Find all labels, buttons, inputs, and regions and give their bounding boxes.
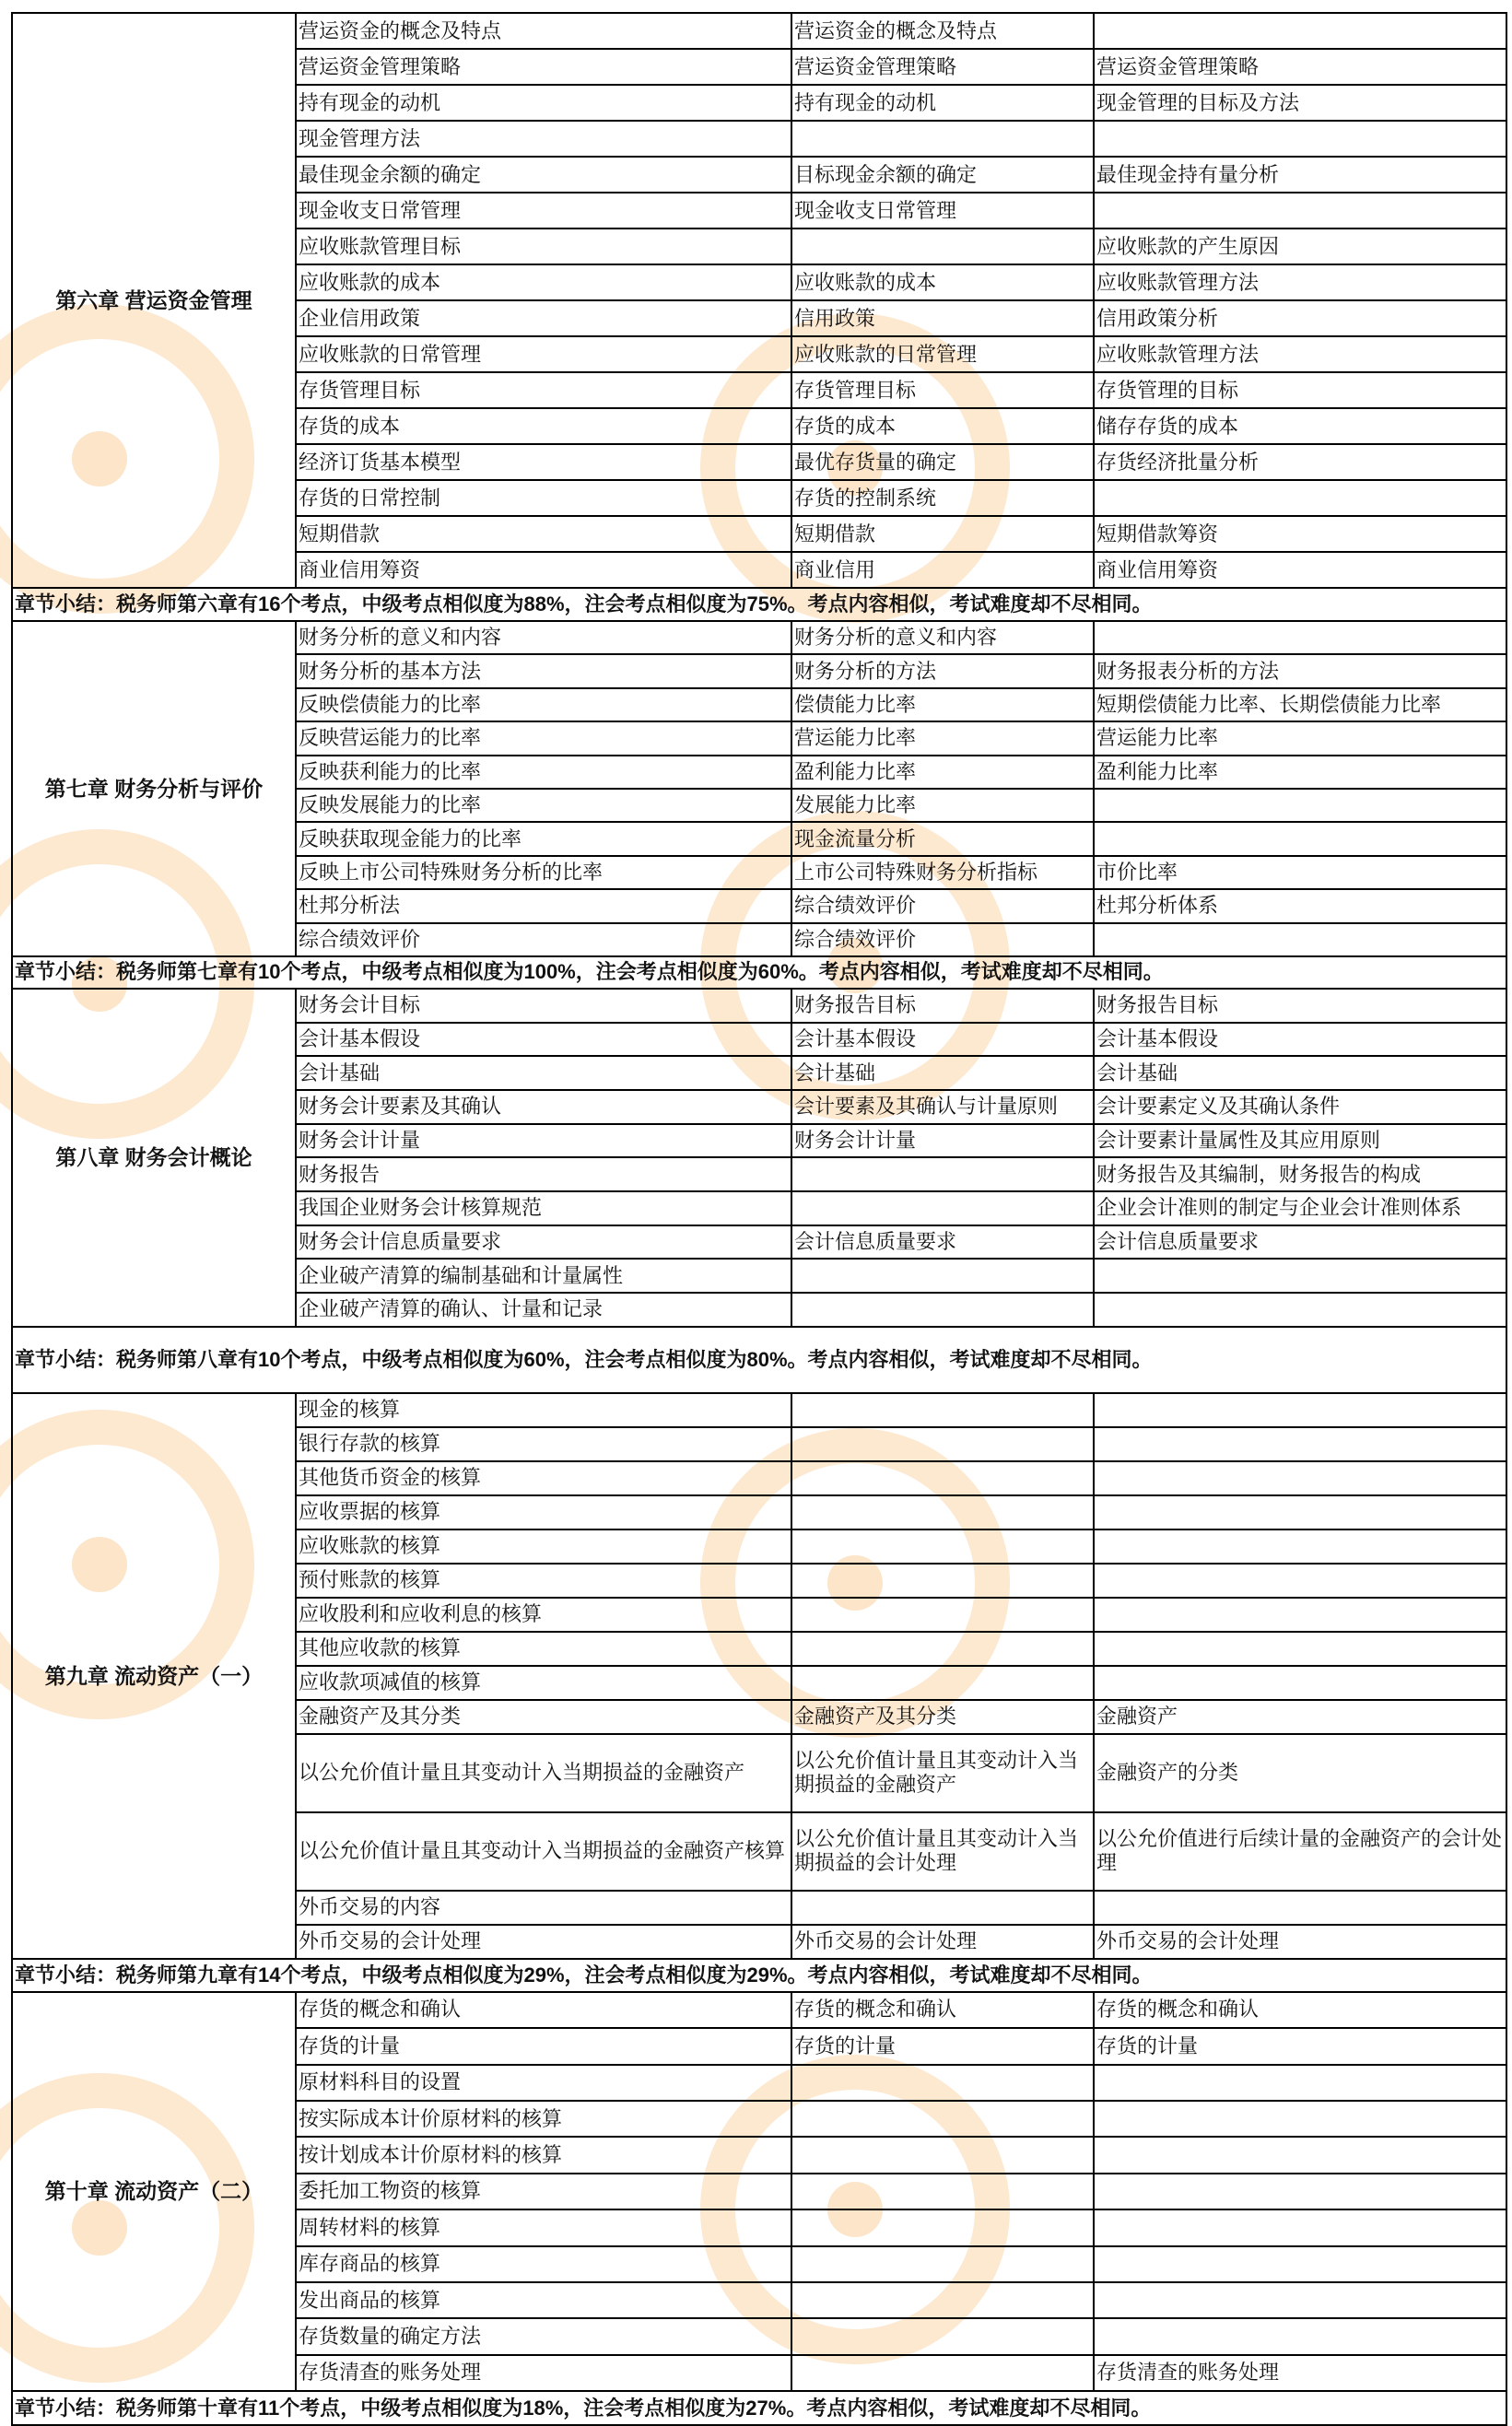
cpa-topic-cell bbox=[1094, 1598, 1506, 1632]
cpa-topic-cell: 存货管理的目标 bbox=[1094, 372, 1506, 408]
intermediate-topic-cell bbox=[791, 1393, 1094, 1427]
tax-advisor-topic-cell: 反映获利能力的比率 bbox=[296, 756, 791, 789]
chapter-summary: 章节小结：税务师第八章有10个考点，中级考点相似度为60%，注会考点相似度为80%。考点内容相似，考试难度却不尽相同。 bbox=[12, 1327, 1506, 1393]
intermediate-topic-cell: 存货的控制系统 bbox=[791, 480, 1094, 516]
cpa-topic-cell: 应收账款管理方法 bbox=[1094, 336, 1506, 372]
tax-advisor-topic-cell: 其他应收款的核算 bbox=[296, 1632, 791, 1666]
intermediate-topic-cell bbox=[791, 1666, 1094, 1700]
cpa-topic-cell: 短期偿债能力比率、长期偿债能力比率 bbox=[1094, 688, 1506, 721]
cpa-topic-cell bbox=[1094, 1632, 1506, 1666]
tax-advisor-topic-cell: 反映获取现金能力的比率 bbox=[296, 822, 791, 855]
cpa-topic-cell bbox=[1094, 2065, 1506, 2101]
chapter-summary: 章节小结：税务师第七章有10个考点，中级考点相似度为100%，注会考点相似度为60%。考点内容相似，考试难度却不尽相同。 bbox=[12, 956, 1506, 989]
intermediate-topic-cell: 短期借款 bbox=[791, 516, 1094, 552]
tax-advisor-topic-cell: 商业信用筹资 bbox=[296, 552, 791, 588]
intermediate-topic-cell bbox=[791, 2065, 1094, 2101]
intermediate-topic-cell: 财务报告目标 bbox=[791, 989, 1094, 1023]
table-row bbox=[12, 1393, 1506, 1427]
intermediate-topic-cell bbox=[791, 1529, 1094, 1564]
tax-advisor-topic-cell: 持有现金的动机 bbox=[296, 85, 791, 121]
table-row bbox=[12, 13, 1506, 49]
intermediate-topic-cell bbox=[791, 1157, 1094, 1191]
intermediate-topic-cell bbox=[791, 2137, 1094, 2173]
tax-advisor-topic-cell: 反映发展能力的比率 bbox=[296, 789, 791, 822]
tax-advisor-topic-cell: 会计基础 bbox=[296, 1056, 791, 1090]
tax-advisor-topic-cell: 应收股利和应收利息的核算 bbox=[296, 1598, 791, 1632]
tax-advisor-topic-cell: 发出商品的核算 bbox=[296, 2282, 791, 2318]
cpa-topic-cell: 商业信用筹资 bbox=[1094, 552, 1506, 588]
cpa-topic-cell bbox=[1094, 621, 1506, 654]
tax-advisor-topic-cell: 杜邦分析法 bbox=[296, 889, 791, 922]
intermediate-topic-cell: 会计信息质量要求 bbox=[791, 1225, 1094, 1260]
tax-advisor-topic-cell: 企业破产清算的确认、计量和记录 bbox=[296, 1293, 791, 1327]
intermediate-topic-cell: 现金流量分析 bbox=[791, 822, 1094, 855]
tax-advisor-topic-cell: 外币交易的内容 bbox=[296, 1891, 791, 1925]
cpa-topic-cell bbox=[1094, 1293, 1506, 1327]
cpa-topic-cell: 会计要素计量属性及其应用原则 bbox=[1094, 1124, 1506, 1158]
cpa-topic-cell: 企业会计准则的制定与企业会计准则体系 bbox=[1094, 1191, 1506, 1225]
cpa-topic-cell: 以公允价值进行后续计量的金融资产的会计处理 bbox=[1094, 1812, 1506, 1891]
intermediate-topic-cell: 营运资金的概念及特点 bbox=[791, 13, 1094, 49]
tax-advisor-topic-cell: 以公允价值计量且其变动计入当期损益的金融资产核算 bbox=[296, 1812, 791, 1891]
cpa-topic-cell: 会计基础 bbox=[1094, 1056, 1506, 1090]
cpa-topic-cell: 金融资产 bbox=[1094, 1700, 1506, 1734]
chapter-comparison-table bbox=[11, 12, 1507, 2426]
cpa-topic-cell: 营运能力比率 bbox=[1094, 721, 1506, 755]
cpa-topic-cell: 财务报告目标 bbox=[1094, 989, 1506, 1023]
cpa-topic-cell: 应收账款管理方法 bbox=[1094, 264, 1506, 300]
intermediate-topic-cell bbox=[791, 2209, 1094, 2245]
cpa-topic-cell: 市价比率 bbox=[1094, 856, 1506, 889]
table-row bbox=[12, 1992, 1506, 2028]
intermediate-topic-cell: 存货的计量 bbox=[791, 2028, 1094, 2064]
intermediate-topic-cell bbox=[791, 121, 1094, 157]
cpa-topic-cell bbox=[1094, 480, 1506, 516]
tax-advisor-topic-cell: 应收账款的成本 bbox=[296, 264, 791, 300]
intermediate-topic-cell: 上市公司特殊财务分析指标 bbox=[791, 856, 1094, 889]
intermediate-topic-cell: 财务分析的意义和内容 bbox=[791, 621, 1094, 654]
tax-advisor-topic-cell: 我国企业财务会计核算规范 bbox=[296, 1191, 791, 1225]
cpa-topic-cell bbox=[1094, 1393, 1506, 1427]
intermediate-topic-cell bbox=[791, 1259, 1094, 1293]
tax-advisor-topic-cell: 反映上市公司特殊财务分析的比率 bbox=[296, 856, 791, 889]
intermediate-topic-cell bbox=[791, 2318, 1094, 2354]
cpa-topic-cell: 信用政策分析 bbox=[1094, 300, 1506, 336]
cpa-topic-cell bbox=[1094, 1666, 1506, 1700]
intermediate-topic-cell bbox=[791, 2355, 1094, 2391]
chapter-title: 第八章 财务会计概论 bbox=[12, 989, 296, 1327]
intermediate-topic-cell: 商业信用 bbox=[791, 552, 1094, 588]
cpa-topic-cell: 会计信息质量要求 bbox=[1094, 1225, 1506, 1260]
intermediate-topic-cell bbox=[791, 2174, 1094, 2209]
cpa-topic-cell bbox=[1094, 1529, 1506, 1564]
intermediate-topic-cell bbox=[791, 2282, 1094, 2318]
tax-advisor-topic-cell: 委托加工物资的核算 bbox=[296, 2174, 791, 2209]
cpa-topic-cell bbox=[1094, 923, 1506, 956]
cpa-topic-cell bbox=[1094, 1461, 1506, 1495]
chapter-title: 第十章 流动资产（二） bbox=[12, 1992, 296, 2391]
cpa-topic-cell bbox=[1094, 2137, 1506, 2173]
intermediate-topic-cell: 以公允价值计量且其变动计入当期损益的金融资产 bbox=[791, 1734, 1094, 1812]
tax-advisor-topic-cell: 银行存款的核算 bbox=[296, 1427, 791, 1461]
summary-row bbox=[12, 956, 1506, 989]
intermediate-topic-cell: 现金收支日常管理 bbox=[791, 193, 1094, 229]
cpa-topic-cell: 盈利能力比率 bbox=[1094, 756, 1506, 789]
tax-advisor-topic-cell: 其他货币资金的核算 bbox=[296, 1461, 791, 1495]
chapter-title: 第七章 财务分析与评价 bbox=[12, 621, 296, 956]
cpa-topic-cell: 存货清查的账务处理 bbox=[1094, 2355, 1506, 2391]
tax-advisor-topic-cell: 应收账款的核算 bbox=[296, 1529, 791, 1564]
tax-advisor-topic-cell: 财务分析的意义和内容 bbox=[296, 621, 791, 654]
intermediate-topic-cell: 财务分析的方法 bbox=[791, 654, 1094, 687]
intermediate-topic-cell: 应收账款的日常管理 bbox=[791, 336, 1094, 372]
intermediate-topic-cell bbox=[791, 1598, 1094, 1632]
cpa-topic-cell: 杜邦分析体系 bbox=[1094, 889, 1506, 922]
intermediate-topic-cell bbox=[791, 2246, 1094, 2282]
tax-advisor-topic-cell: 存货的成本 bbox=[296, 408, 791, 444]
chapter-summary: 章节小结：税务师第十章有11个考点，中级考点相似度为18%，注会考点相似度为27%。考点内容相似，考试难度却不尽相同。 bbox=[12, 2391, 1506, 2425]
tax-advisor-topic-cell: 财务会计信息质量要求 bbox=[296, 1225, 791, 1260]
tax-advisor-topic-cell: 外币交易的会计处理 bbox=[296, 1925, 791, 1959]
chapter-summary: 章节小结：税务师第九章有14个考点，中级考点相似度为29%，注会考点相似度为29%。考点内容相似，考试难度却不尽相同。 bbox=[12, 1959, 1506, 1992]
tax-advisor-topic-cell: 企业破产清算的编制基础和计量属性 bbox=[296, 1259, 791, 1293]
tax-advisor-topic-cell: 按计划成本计价原材料的核算 bbox=[296, 2137, 791, 2173]
tax-advisor-topic-cell: 周转材料的核算 bbox=[296, 2209, 791, 2245]
tax-advisor-topic-cell: 经济订货基本模型 bbox=[296, 444, 791, 480]
cpa-topic-cell: 应收账款的产生原因 bbox=[1094, 229, 1506, 264]
tax-advisor-topic-cell: 企业信用政策 bbox=[296, 300, 791, 336]
cpa-topic-cell: 会计要素定义及其确认条件 bbox=[1094, 1090, 1506, 1124]
tax-advisor-topic-cell: 存货的日常控制 bbox=[296, 480, 791, 516]
intermediate-topic-cell: 盈利能力比率 bbox=[791, 756, 1094, 789]
intermediate-topic-cell: 存货的概念和确认 bbox=[791, 1992, 1094, 2028]
intermediate-topic-cell: 信用政策 bbox=[791, 300, 1094, 336]
tax-advisor-topic-cell: 短期借款 bbox=[296, 516, 791, 552]
tax-advisor-topic-cell: 存货数量的确定方法 bbox=[296, 2318, 791, 2354]
tax-advisor-topic-cell: 综合绩效评价 bbox=[296, 923, 791, 956]
cpa-topic-cell bbox=[1094, 1564, 1506, 1598]
cpa-topic-cell bbox=[1094, 789, 1506, 822]
tax-advisor-topic-cell: 预付账款的核算 bbox=[296, 1564, 791, 1598]
tax-advisor-topic-cell: 财务报告 bbox=[296, 1157, 791, 1191]
tax-advisor-topic-cell: 库存商品的核算 bbox=[296, 2246, 791, 2282]
cpa-topic-cell: 外币交易的会计处理 bbox=[1094, 1925, 1506, 1959]
intermediate-topic-cell bbox=[791, 1632, 1094, 1666]
cpa-topic-cell bbox=[1094, 1891, 1506, 1925]
tax-advisor-topic-cell: 财务会计目标 bbox=[296, 989, 791, 1023]
intermediate-topic-cell: 目标现金余额的确定 bbox=[791, 157, 1094, 193]
cpa-topic-cell: 财务报表分析的方法 bbox=[1094, 654, 1506, 687]
cpa-topic-cell: 储存存货的成本 bbox=[1094, 408, 1506, 444]
cpa-topic-cell: 短期借款筹资 bbox=[1094, 516, 1506, 552]
tax-advisor-topic-cell: 现金的核算 bbox=[296, 1393, 791, 1427]
tax-advisor-topic-cell: 存货清查的账务处理 bbox=[296, 2355, 791, 2391]
cpa-topic-cell: 会计基本假设 bbox=[1094, 1023, 1506, 1057]
cpa-topic-cell bbox=[1094, 822, 1506, 855]
tax-advisor-topic-cell: 应收票据的核算 bbox=[296, 1495, 791, 1529]
summary-row bbox=[12, 588, 1506, 621]
intermediate-topic-cell bbox=[791, 1461, 1094, 1495]
tax-advisor-topic-cell: 以公允价值计量且其变动计入当期损益的金融资产 bbox=[296, 1734, 791, 1812]
intermediate-topic-cell: 存货的成本 bbox=[791, 408, 1094, 444]
intermediate-topic-cell: 持有现金的动机 bbox=[791, 85, 1094, 121]
intermediate-topic-cell: 综合绩效评价 bbox=[791, 889, 1094, 922]
tax-advisor-topic-cell: 财务会计计量 bbox=[296, 1124, 791, 1158]
chapter-title: 第六章 营运资金管理 bbox=[12, 13, 296, 588]
tax-advisor-topic-cell: 会计基本假设 bbox=[296, 1023, 791, 1057]
tax-advisor-topic-cell: 金融资产及其分类 bbox=[296, 1700, 791, 1734]
intermediate-topic-cell: 存货管理目标 bbox=[791, 372, 1094, 408]
cpa-topic-cell bbox=[1094, 2282, 1506, 2318]
intermediate-topic-cell: 最优存货量的确定 bbox=[791, 444, 1094, 480]
cpa-topic-cell bbox=[1094, 2246, 1506, 2282]
cpa-topic-cell: 营运资金管理策略 bbox=[1094, 49, 1506, 85]
cpa-topic-cell: 现金管理的目标及方法 bbox=[1094, 85, 1506, 121]
tax-advisor-topic-cell: 存货的计量 bbox=[296, 2028, 791, 2064]
intermediate-topic-cell: 营运能力比率 bbox=[791, 721, 1094, 755]
intermediate-topic-cell: 会计要素及其确认与计量原则 bbox=[791, 1090, 1094, 1124]
intermediate-topic-cell bbox=[791, 1891, 1094, 1925]
tax-advisor-topic-cell: 财务会计要素及其确认 bbox=[296, 1090, 791, 1124]
cpa-topic-cell bbox=[1094, 1427, 1506, 1461]
cpa-topic-cell: 存货的计量 bbox=[1094, 2028, 1506, 2064]
intermediate-topic-cell bbox=[791, 1427, 1094, 1461]
tax-advisor-topic-cell: 现金管理方法 bbox=[296, 121, 791, 157]
chapter-summary: 章节小结：税务师第六章有16个考点，中级考点相似度为88%，注会考点相似度为75%。考点内容相似，考试难度却不尽相同。 bbox=[12, 588, 1506, 621]
intermediate-topic-cell: 偿债能力比率 bbox=[791, 688, 1094, 721]
tax-advisor-topic-cell: 现金收支日常管理 bbox=[296, 193, 791, 229]
intermediate-topic-cell bbox=[791, 1191, 1094, 1225]
tax-advisor-topic-cell: 最佳现金余额的确定 bbox=[296, 157, 791, 193]
table-row bbox=[12, 621, 1506, 654]
tax-advisor-topic-cell: 反映偿债能力的比率 bbox=[296, 688, 791, 721]
cpa-topic-cell: 存货经济批量分析 bbox=[1094, 444, 1506, 480]
intermediate-topic-cell: 应收账款的成本 bbox=[791, 264, 1094, 300]
cpa-topic-cell: 金融资产的分类 bbox=[1094, 1734, 1506, 1812]
cpa-topic-cell bbox=[1094, 1495, 1506, 1529]
intermediate-topic-cell bbox=[791, 1293, 1094, 1327]
table-row bbox=[12, 989, 1506, 1023]
intermediate-topic-cell: 会计基本假设 bbox=[791, 1023, 1094, 1057]
tax-advisor-topic-cell: 应收账款管理目标 bbox=[296, 229, 791, 264]
tax-advisor-topic-cell: 营运资金管理策略 bbox=[296, 49, 791, 85]
intermediate-topic-cell: 发展能力比率 bbox=[791, 789, 1094, 822]
tax-advisor-topic-cell: 存货的概念和确认 bbox=[296, 1992, 791, 2028]
tax-advisor-topic-cell: 营运资金的概念及特点 bbox=[296, 13, 791, 49]
intermediate-topic-cell bbox=[791, 1495, 1094, 1529]
cpa-topic-cell: 存货的概念和确认 bbox=[1094, 1992, 1506, 2028]
cpa-topic-cell: 财务报告及其编制，财务报告的构成 bbox=[1094, 1157, 1506, 1191]
intermediate-topic-cell bbox=[791, 1564, 1094, 1598]
intermediate-topic-cell: 以公允价值计量且其变动计入当期损益的会计处理 bbox=[791, 1812, 1094, 1891]
cpa-topic-cell bbox=[1094, 13, 1506, 49]
cpa-topic-cell bbox=[1094, 2318, 1506, 2354]
cpa-topic-cell bbox=[1094, 193, 1506, 229]
tax-advisor-topic-cell: 原材料科目的设置 bbox=[296, 2065, 791, 2101]
intermediate-topic-cell: 金融资产及其分类 bbox=[791, 1700, 1094, 1734]
chapter-title: 第九章 流动资产（一） bbox=[12, 1393, 296, 1959]
tax-advisor-topic-cell: 反映营运能力的比率 bbox=[296, 721, 791, 755]
intermediate-topic-cell: 财务会计计量 bbox=[791, 1124, 1094, 1158]
intermediate-topic-cell: 综合绩效评价 bbox=[791, 923, 1094, 956]
cpa-topic-cell bbox=[1094, 2209, 1506, 2245]
summary-row bbox=[12, 2391, 1506, 2425]
summary-row bbox=[12, 1959, 1506, 1992]
intermediate-topic-cell bbox=[791, 2101, 1094, 2137]
tax-advisor-topic-cell: 应收账款的日常管理 bbox=[296, 336, 791, 372]
intermediate-topic-cell: 会计基础 bbox=[791, 1056, 1094, 1090]
intermediate-topic-cell: 营运资金管理策略 bbox=[791, 49, 1094, 85]
cpa-topic-cell bbox=[1094, 121, 1506, 157]
tax-advisor-topic-cell: 存货管理目标 bbox=[296, 372, 791, 408]
intermediate-topic-cell bbox=[791, 229, 1094, 264]
tax-advisor-topic-cell: 应收款项减值的核算 bbox=[296, 1666, 791, 1700]
summary-row bbox=[12, 1327, 1506, 1393]
cpa-topic-cell bbox=[1094, 2174, 1506, 2209]
cpa-topic-cell: 最佳现金持有量分析 bbox=[1094, 157, 1506, 193]
intermediate-topic-cell: 外币交易的会计处理 bbox=[791, 1925, 1094, 1959]
cpa-topic-cell bbox=[1094, 2101, 1506, 2137]
tax-advisor-topic-cell: 按实际成本计价原材料的核算 bbox=[296, 2101, 791, 2137]
tax-advisor-topic-cell: 财务分析的基本方法 bbox=[296, 654, 791, 687]
cpa-topic-cell bbox=[1094, 1259, 1506, 1293]
